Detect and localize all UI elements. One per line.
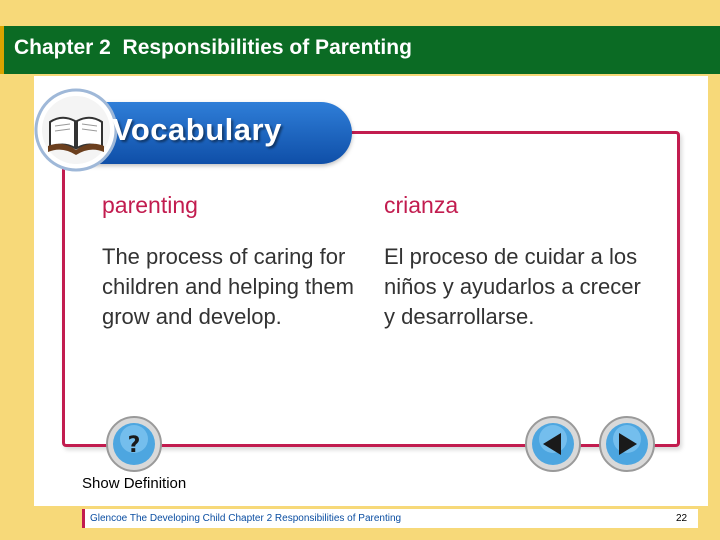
book-icon [34, 88, 118, 172]
show-definition-link[interactable]: Show Definition [82, 475, 187, 492]
svg-text:?: ? [127, 433, 141, 458]
footer-text: Glencoe The Developing Child Chapter 2 Responsibilities of Parenting [90, 513, 402, 524]
definition-spanish: El proceso de cuidar a los niños y ayudarlos a crecer y desarrollarse. [384, 244, 641, 329]
question-icon[interactable] [105, 415, 163, 473]
term-english: parenting [102, 192, 198, 218]
arrow-right-icon[interactable] [598, 415, 656, 473]
header-title [14, 36, 412, 60]
vocabulary-label: Vocabulary [112, 112, 282, 147]
chapter-label: Chapter 2 [14, 36, 111, 59]
chapter-title: Responsibilities of Parenting [122, 36, 412, 59]
footer-accent [82, 509, 85, 528]
header-edge [0, 26, 4, 74]
definition-english: The process of caring for children and helping them grow and develop. [102, 244, 354, 329]
top-stripe [0, 0, 720, 26]
term-spanish: crianza [384, 192, 459, 218]
arrow-left-icon[interactable] [524, 415, 582, 473]
page-number: 22 [676, 513, 688, 524]
